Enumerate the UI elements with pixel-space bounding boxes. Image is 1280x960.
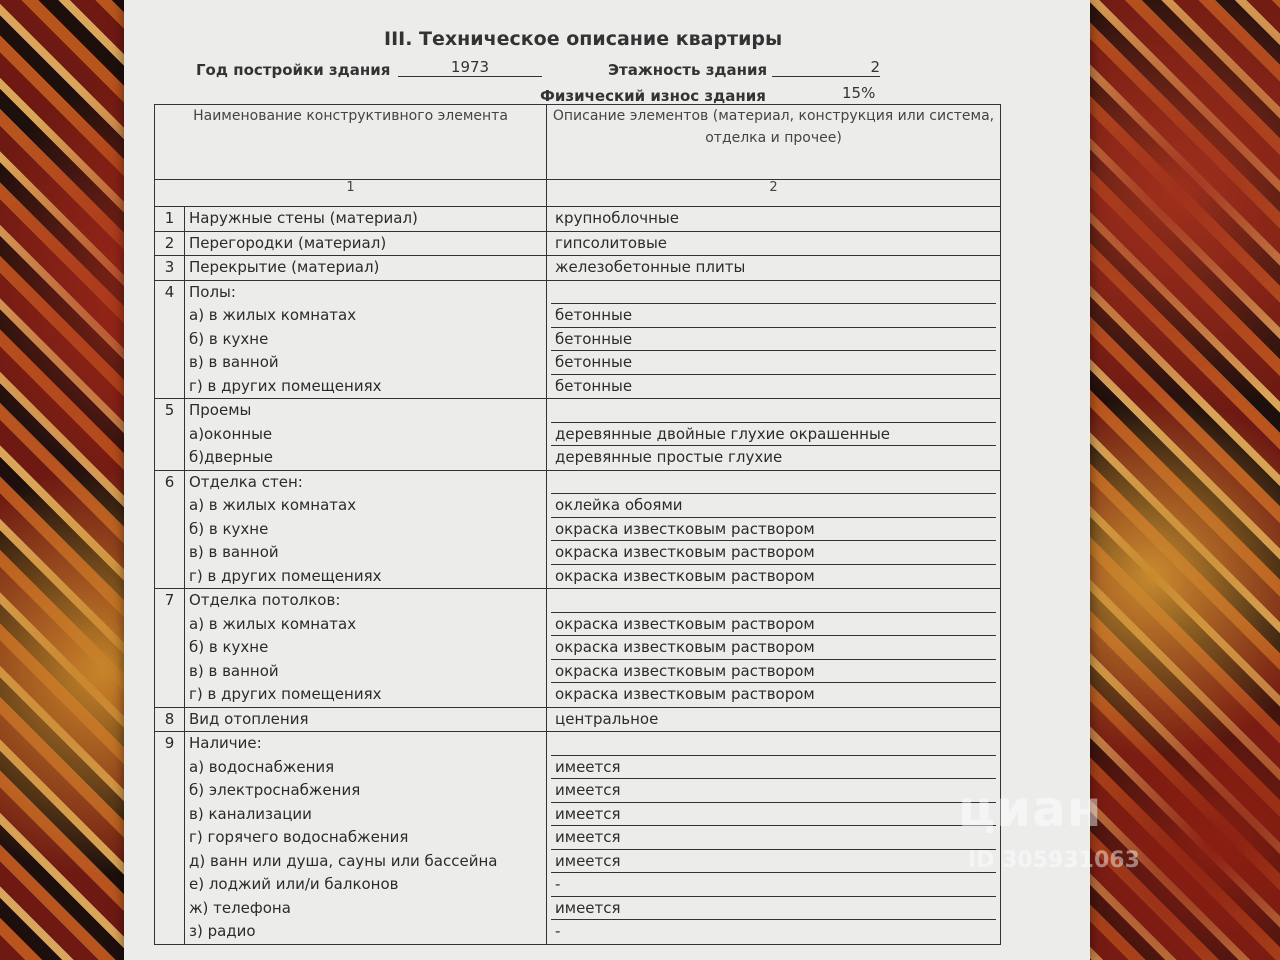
element-name-line: Отделка стен: — [189, 472, 303, 491]
table-row — [155, 231, 1001, 256]
element-name-line: в) в ванной — [189, 353, 279, 371]
element-description-value: окраска известковым раствором — [555, 566, 815, 585]
row-number: 1 — [155, 207, 185, 232]
element-name-cell — [185, 207, 547, 232]
document-title: III. Техническое описание квартиры — [384, 28, 783, 50]
element-name-line: з) радио — [189, 922, 256, 940]
element-name-line: в) канализации — [189, 804, 312, 823]
element-name-line: б) электроснабжения — [189, 781, 361, 799]
element-description-value — [551, 589, 996, 613]
element-name-cell — [185, 707, 547, 732]
element-name-cell — [185, 280, 547, 399]
element-description-value: окраска известковым раствором — [551, 660, 996, 684]
wear-label: Физический износ здания — [540, 87, 766, 105]
element-description-cell — [547, 589, 1001, 708]
element-name-line: Полы: — [189, 282, 236, 301]
element-name-line: Перекрытие (материал) — [189, 258, 380, 276]
element-name-line: а) в жилых комнатах — [189, 496, 357, 514]
table-row — [155, 280, 1001, 399]
table-row — [155, 399, 1001, 471]
element-name-line: Наружные стены (материал) — [189, 209, 418, 227]
table-row — [155, 589, 1001, 708]
element-description-value — [551, 471, 996, 495]
element-name-line: е) лоджий или/и балконов — [189, 875, 399, 893]
element-name-line: ж) телефона — [189, 898, 291, 917]
element-description-value: окраска известковым раствором — [551, 636, 996, 660]
element-name-line: а) в жилых комнатах — [189, 306, 357, 324]
element-description-cell — [547, 470, 1001, 589]
element-name-line: б) в кухне — [189, 519, 269, 538]
floors-label: Этажность здания — [608, 61, 768, 79]
description-column-header: Описание элементов (материал, конструкция или система, отделка и прочее) — [547, 105, 1001, 180]
table-row — [155, 470, 1001, 589]
element-description-value — [551, 732, 996, 756]
element-name-line: Проемы — [189, 401, 252, 419]
element-description-value: оклейка обоями — [551, 494, 996, 518]
element-name-cell — [185, 256, 547, 281]
name-column-header: Наименование конструктивного элемента — [155, 105, 547, 180]
table-row — [155, 207, 1001, 232]
element-description-cell — [547, 707, 1001, 732]
element-name-cell — [185, 732, 547, 945]
build-year-label: Год постройки здания — [196, 61, 391, 79]
element-description-value: бетонные — [551, 351, 996, 375]
element-name-line: г) в других помещениях — [189, 566, 382, 585]
element-name-line: а)оконные — [189, 424, 273, 443]
build-year-value: 1973 — [398, 58, 542, 77]
row-number: 9 — [155, 732, 185, 945]
element-description-value: окраска известковым раствором — [551, 541, 996, 565]
element-description-value: железобетонные плиты — [555, 258, 746, 276]
element-description-cell — [547, 732, 1001, 945]
column-number-2: 2 — [547, 180, 1001, 207]
element-description-value: бетонные — [555, 376, 633, 395]
element-name-line: г) горячего водоснабжения — [189, 828, 409, 846]
element-name-line: б) в кухне — [189, 638, 269, 656]
element-name-line: г) в других помещениях — [189, 376, 382, 395]
element-description-value: окраска известковым раствором — [555, 685, 815, 703]
element-name-line: д) ванн или душа, сауны или бассейна — [189, 851, 498, 870]
row-number: 7 — [155, 589, 185, 708]
element-description-value: центральное — [555, 709, 659, 728]
row-number: 8 — [155, 707, 185, 732]
element-name-line: г) в других помещениях — [189, 685, 382, 703]
row-number: 2 — [155, 231, 185, 256]
element-name-line: а) в жилых комнатах — [189, 614, 357, 633]
element-description-value: имеется — [551, 850, 996, 874]
floors-value: 2 — [772, 58, 880, 77]
element-description-cell — [547, 207, 1001, 232]
row-number: 3 — [155, 256, 185, 281]
element-description-value — [551, 281, 996, 305]
table-row — [155, 256, 1001, 281]
element-name-line: Отделка потолков: — [189, 591, 341, 609]
element-description-value: окраска известковым раствором — [551, 613, 996, 637]
row-number: 6 — [155, 470, 185, 589]
element-description-value: имеется — [551, 803, 996, 827]
element-name-cell — [185, 470, 547, 589]
table-row — [155, 732, 1001, 945]
element-name-line: б) в кухне — [189, 329, 269, 348]
element-name-cell — [185, 399, 547, 471]
element-description-value: имеется — [551, 897, 996, 921]
row-number: 4 — [155, 280, 185, 399]
element-description-value: деревянные простые глухие — [555, 448, 783, 466]
element-name-line: в) в ванной — [189, 543, 279, 561]
row-number: 5 — [155, 399, 185, 471]
element-description-value: бетонные — [551, 304, 996, 328]
table-row — [155, 707, 1001, 732]
element-description-cell — [547, 399, 1001, 471]
element-description-value: имеется — [551, 756, 996, 780]
element-description-cell — [547, 256, 1001, 281]
element-name-line: Вид отопления — [189, 709, 309, 728]
element-description-value: окраска известковым раствором — [551, 518, 996, 542]
element-description-value: - — [555, 922, 561, 940]
element-description-value: гипсолитовые — [555, 233, 668, 252]
element-description-cell — [547, 231, 1001, 256]
element-description-cell — [547, 280, 1001, 399]
watermark-id: ID 305931063 — [968, 848, 1140, 873]
element-name-line: б)дверные — [189, 448, 273, 466]
element-description-value: деревянные двойные глухие окрашенные — [551, 423, 996, 447]
watermark-logo: циан — [958, 780, 1103, 838]
element-description-value: имеется — [551, 826, 996, 850]
wear-value: 15% — [842, 84, 876, 102]
element-name-cell — [185, 231, 547, 256]
element-name-line: в) в ванной — [189, 661, 279, 680]
element-description-value — [551, 399, 996, 423]
element-description-value: имеется — [551, 779, 996, 803]
column-number-1: 1 — [155, 180, 547, 207]
element-description-value: - — [551, 873, 996, 897]
technical-description-table — [154, 104, 1001, 945]
element-description-value: бетонные — [551, 328, 996, 352]
element-description-value: крупноблочные — [555, 209, 680, 227]
element-name-line: Перегородки (материал) — [189, 233, 387, 252]
table-body — [155, 207, 1001, 945]
element-name-cell — [185, 589, 547, 708]
element-name-line: а) водоснабжения — [189, 757, 335, 776]
element-name-line: Наличие: — [189, 734, 262, 752]
